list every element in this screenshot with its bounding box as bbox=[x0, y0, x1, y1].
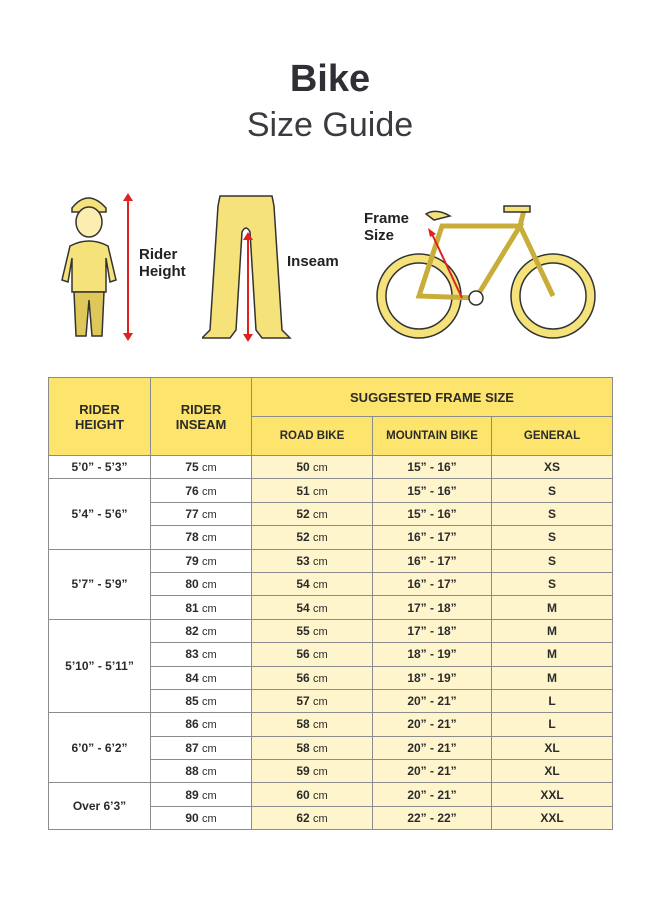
unit-label: cm bbox=[313, 579, 328, 592]
unit-label: cm bbox=[202, 719, 217, 732]
unit-label: cm bbox=[202, 696, 217, 709]
inseam-cell-value: 82 bbox=[185, 623, 199, 638]
inseam-cell-value: 78 bbox=[185, 530, 199, 545]
road-bike-cell-value: 53 bbox=[296, 553, 310, 568]
header-general: GENERAL bbox=[492, 417, 613, 456]
general-size-cell bbox=[492, 760, 613, 783]
bicycle-icon bbox=[372, 204, 602, 344]
inseam-cell bbox=[151, 666, 252, 689]
road-bike-cell-value: 50 bbox=[296, 460, 310, 475]
mountain-bike-cell-value: 18” - 19” bbox=[407, 647, 457, 662]
frame-size-label-line1: Frame bbox=[364, 210, 410, 227]
mountain-bike-cell bbox=[373, 549, 492, 572]
inseam-cell bbox=[151, 526, 252, 549]
mountain-bike-cell-value: 20” - 21” bbox=[407, 787, 457, 802]
inseam-cell bbox=[151, 572, 252, 595]
road-bike-cell-value: 58 bbox=[296, 717, 310, 732]
unit-label: cm bbox=[313, 649, 328, 662]
mountain-bike-cell bbox=[373, 572, 492, 595]
rider-height-cell-value: 5’4” - 5’6” bbox=[71, 506, 128, 521]
page-title: Bike bbox=[289, 58, 371, 100]
road-bike-cell bbox=[252, 572, 373, 595]
general-size-cell-value: XXL bbox=[540, 787, 564, 802]
road-bike-cell bbox=[252, 549, 373, 572]
general-size-cell bbox=[492, 502, 613, 525]
mountain-bike-cell-value: 22” - 22” bbox=[407, 811, 457, 826]
mountain-bike-cell bbox=[373, 806, 492, 829]
general-size-cell bbox=[492, 713, 613, 736]
table-row bbox=[49, 456, 613, 479]
inseam-cell-value: 85 bbox=[185, 694, 199, 709]
general-size-cell bbox=[492, 619, 613, 642]
rider-height-arrow-icon bbox=[122, 193, 134, 341]
general-size-cell bbox=[492, 806, 613, 829]
road-bike-cell bbox=[252, 619, 373, 642]
unit-label: cm bbox=[202, 602, 217, 615]
unit-label: cm bbox=[202, 813, 217, 826]
rider-height-cell bbox=[49, 619, 151, 713]
unit-label: cm bbox=[202, 555, 217, 568]
inseam-cell bbox=[151, 736, 252, 759]
inseam-cell-value: 83 bbox=[185, 647, 199, 662]
road-bike-cell bbox=[252, 643, 373, 666]
mountain-bike-cell bbox=[373, 736, 492, 759]
unit-label: cm bbox=[313, 742, 328, 755]
unit-label: cm bbox=[313, 532, 328, 545]
inseam-cell bbox=[151, 479, 252, 502]
rider-height-cell bbox=[49, 713, 151, 783]
general-size-cell bbox=[492, 783, 613, 806]
mountain-bike-cell bbox=[373, 689, 492, 712]
mountain-bike-cell-value: 16” - 17” bbox=[407, 577, 457, 592]
mountain-bike-cell bbox=[373, 502, 492, 525]
general-size-cell-value: M bbox=[547, 670, 557, 685]
road-bike-cell-value: 54 bbox=[296, 600, 310, 615]
inseam-cell bbox=[151, 456, 252, 479]
inseam-cell bbox=[151, 783, 252, 806]
rider-height-cell-value: 5’10” - 5’11” bbox=[65, 659, 134, 674]
inseam-cell-value: 86 bbox=[185, 717, 199, 732]
size-chart-table bbox=[48, 377, 613, 830]
page-subtitle: Size Guide bbox=[246, 106, 414, 144]
road-bike-cell bbox=[252, 736, 373, 759]
rider-height-cell-value: Over 6’3” bbox=[72, 799, 127, 814]
road-bike-cell-value: 52 bbox=[296, 530, 310, 545]
general-size-cell bbox=[492, 572, 613, 595]
general-size-cell bbox=[492, 549, 613, 572]
unit-label: cm bbox=[313, 555, 328, 568]
road-bike-cell-value: 60 bbox=[296, 787, 310, 802]
general-size-cell bbox=[492, 643, 613, 666]
table-row bbox=[49, 783, 613, 806]
rider-height-cell bbox=[49, 479, 151, 549]
general-size-cell-value: S bbox=[548, 483, 557, 498]
unit-label: cm bbox=[202, 789, 217, 802]
unit-label: cm bbox=[202, 462, 217, 475]
road-bike-cell bbox=[252, 479, 373, 502]
general-size-cell bbox=[492, 666, 613, 689]
mountain-bike-cell-value: 17” - 18” bbox=[407, 600, 457, 615]
frame-size-label-line2: Size bbox=[364, 227, 395, 244]
mountain-bike-cell-value: 15” - 16” bbox=[407, 483, 457, 498]
general-size-cell bbox=[492, 736, 613, 759]
inseam-label: Inseam bbox=[287, 253, 339, 270]
road-bike-cell bbox=[252, 806, 373, 829]
rider-height-label-line2: Height bbox=[139, 263, 186, 280]
mountain-bike-cell-value: 20” - 21” bbox=[407, 740, 457, 755]
mountain-bike-cell-value: 20” - 21” bbox=[407, 717, 457, 732]
rider-height-cell-value: 5’7” - 5’9” bbox=[71, 577, 128, 592]
road-bike-cell-value: 57 bbox=[296, 694, 310, 709]
general-size-cell-value: S bbox=[548, 506, 557, 521]
unit-label: cm bbox=[313, 485, 328, 498]
general-size-cell bbox=[492, 596, 613, 619]
rider-height-cell bbox=[49, 456, 151, 479]
road-bike-cell bbox=[252, 456, 373, 479]
rider-height-cell-value: 6’0” - 6’2” bbox=[71, 740, 128, 755]
unit-label: cm bbox=[202, 672, 217, 685]
general-size-cell-value: S bbox=[548, 530, 557, 545]
mountain-bike-cell bbox=[373, 456, 492, 479]
road-bike-cell bbox=[252, 502, 373, 525]
unit-label: cm bbox=[202, 532, 217, 545]
general-size-cell-value: XL bbox=[544, 740, 560, 755]
inseam-cell bbox=[151, 549, 252, 572]
mountain-bike-cell-value: 18” - 19” bbox=[407, 670, 457, 685]
general-size-cell-value: S bbox=[548, 553, 557, 568]
general-size-cell-value: S bbox=[548, 577, 557, 592]
mountain-bike-cell bbox=[373, 596, 492, 619]
inseam-cell-value: 79 bbox=[185, 553, 199, 568]
road-bike-cell-value: 58 bbox=[296, 740, 310, 755]
road-bike-cell-value: 56 bbox=[296, 670, 310, 685]
unit-label: cm bbox=[313, 813, 328, 826]
road-bike-cell-value: 56 bbox=[296, 647, 310, 662]
unit-label: cm bbox=[202, 508, 217, 521]
general-size-cell-value: XL bbox=[544, 764, 560, 779]
mountain-bike-cell-value: 17” - 18” bbox=[407, 623, 457, 638]
unit-label: cm bbox=[313, 625, 328, 638]
road-bike-cell bbox=[252, 526, 373, 549]
mountain-bike-cell-value: 20” - 21” bbox=[407, 764, 457, 779]
unit-label: cm bbox=[202, 485, 217, 498]
general-size-cell-value: L bbox=[548, 717, 556, 732]
table-row bbox=[49, 549, 613, 572]
unit-label: cm bbox=[313, 672, 328, 685]
road-bike-cell bbox=[252, 596, 373, 619]
general-size-cell-value: XS bbox=[544, 460, 561, 475]
road-bike-cell-value: 62 bbox=[296, 811, 310, 826]
table-row bbox=[49, 713, 613, 736]
general-size-cell-value: M bbox=[547, 647, 557, 662]
road-bike-cell-value: 59 bbox=[296, 764, 310, 779]
unit-label: cm bbox=[313, 789, 328, 802]
header-rider-height: RIDER HEIGHT bbox=[49, 378, 151, 456]
inseam-cell-value: 81 bbox=[185, 600, 199, 615]
inseam-cell bbox=[151, 760, 252, 783]
inseam-cell bbox=[151, 806, 252, 829]
road-bike-cell bbox=[252, 713, 373, 736]
mountain-bike-cell bbox=[373, 619, 492, 642]
inseam-cell bbox=[151, 502, 252, 525]
mountain-bike-cell bbox=[373, 760, 492, 783]
inseam-cell-value: 89 bbox=[185, 787, 199, 802]
inseam-arrow-icon bbox=[242, 232, 254, 342]
general-size-cell bbox=[492, 456, 613, 479]
table-row bbox=[49, 619, 613, 642]
header-suggested-frame-size: SUGGESTED FRAME SIZE bbox=[252, 378, 613, 417]
inseam-cell-value: 80 bbox=[185, 577, 199, 592]
general-size-cell-value: M bbox=[547, 600, 557, 615]
inseam-cell-value: 84 bbox=[185, 670, 199, 685]
inseam-cell bbox=[151, 689, 252, 712]
inseam-cell-value: 77 bbox=[185, 506, 199, 521]
unit-label: cm bbox=[313, 602, 328, 615]
unit-label: cm bbox=[313, 508, 328, 521]
header-mountain-bike: MOUNTAIN BIKE bbox=[373, 417, 492, 456]
rider-height-cell bbox=[49, 783, 151, 830]
mountain-bike-cell bbox=[373, 666, 492, 689]
unit-label: cm bbox=[313, 462, 328, 475]
mountain-bike-cell-value: 15” - 16” bbox=[407, 506, 457, 521]
unit-label: cm bbox=[313, 696, 328, 709]
rider-height-cell-value: 5’0” - 5’3” bbox=[71, 460, 128, 475]
inseam-cell-value: 76 bbox=[185, 483, 199, 498]
mountain-bike-cell bbox=[373, 643, 492, 666]
inseam-cell-value: 87 bbox=[185, 740, 199, 755]
general-size-cell-value: M bbox=[547, 623, 557, 638]
header-road-bike: ROAD BIKE bbox=[252, 417, 373, 456]
unit-label: cm bbox=[202, 649, 217, 662]
mountain-bike-cell bbox=[373, 783, 492, 806]
rider-figure-icon bbox=[58, 188, 120, 340]
road-bike-cell bbox=[252, 783, 373, 806]
general-size-cell bbox=[492, 689, 613, 712]
road-bike-cell-value: 52 bbox=[296, 506, 310, 521]
unit-label: cm bbox=[202, 579, 217, 592]
inseam-cell-value: 90 bbox=[185, 811, 199, 826]
table-body bbox=[49, 456, 613, 830]
mountain-bike-cell-value: 16” - 17” bbox=[407, 553, 457, 568]
mountain-bike-cell bbox=[373, 479, 492, 502]
road-bike-cell-value: 54 bbox=[296, 577, 310, 592]
mountain-bike-cell bbox=[373, 713, 492, 736]
table-row bbox=[49, 479, 613, 502]
rider-height-cell bbox=[49, 549, 151, 619]
unit-label: cm bbox=[202, 742, 217, 755]
road-bike-cell-value: 51 bbox=[296, 483, 310, 498]
unit-label: cm bbox=[202, 625, 217, 638]
general-size-cell bbox=[492, 526, 613, 549]
inseam-cell bbox=[151, 713, 252, 736]
general-size-cell bbox=[492, 479, 613, 502]
road-bike-cell-value: 55 bbox=[296, 623, 310, 638]
inseam-cell bbox=[151, 643, 252, 666]
inseam-cell-value: 88 bbox=[185, 764, 199, 779]
general-size-cell-value: L bbox=[548, 694, 556, 709]
unit-label: cm bbox=[313, 719, 328, 732]
road-bike-cell bbox=[252, 689, 373, 712]
road-bike-cell bbox=[252, 760, 373, 783]
road-bike-cell bbox=[252, 666, 373, 689]
unit-label: cm bbox=[202, 766, 217, 779]
general-size-cell-value: XXL bbox=[540, 811, 564, 826]
mountain-bike-cell-value: 20” - 21” bbox=[407, 694, 457, 709]
rider-height-label-line1: Rider bbox=[139, 246, 178, 263]
inseam-cell bbox=[151, 596, 252, 619]
inseam-cell bbox=[151, 619, 252, 642]
mountain-bike-cell-value: 16” - 17” bbox=[407, 530, 457, 545]
mountain-bike-cell-value: 15” - 16” bbox=[407, 460, 457, 475]
mountain-bike-cell bbox=[373, 526, 492, 549]
header-rider-inseam: RIDER INSEAM bbox=[151, 378, 252, 456]
inseam-cell-value: 75 bbox=[185, 460, 199, 475]
unit-label: cm bbox=[313, 766, 328, 779]
